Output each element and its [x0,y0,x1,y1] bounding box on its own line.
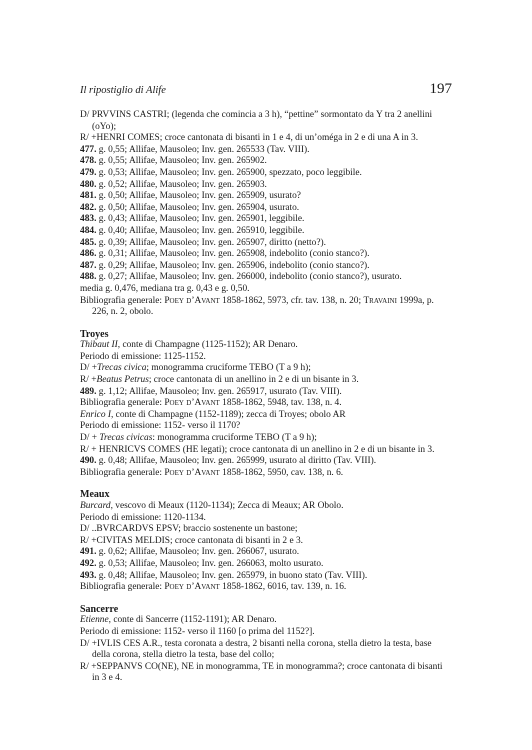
ruler-line: Burcard, vescovo di Meaux (1120-1134); Zecca di Meaux; AR Obolo. [80,501,344,511]
emission-period: Periodo di emissione: 1125-1152. [80,351,206,362]
catalogue-item: 477. g. 0,55; Allifae, Mausoleo; Inv. gen. 265533 (Tav. VIII). [80,144,310,155]
bibliography: Bibliografia generale: Poey d’Avant 1858-1862, 5950, cav. 138, n. 6. [80,467,344,478]
catalogue-item: 481. g. 0,50; Allifae, Mausoleo; Inv. gen. 265909, usurato? [80,191,301,202]
catalogue-item: 480. g. 0,52; Allifae, Mausoleo; Inv. gen. 265903. [80,179,267,190]
reverse-description: R/ +HENRI COMES; croce cantonata di bisanti in 1 e 4, di un’oméga in 2 e di una A in 3. [80,133,419,144]
section-heading-sancerre: Sancerre [80,603,119,615]
obverse-description: D/ +IVLIS CES A.R., testa coronata a destra, 2 bisanti nella corona, stella dietro la testa, base della corona, stella dietro la testa, base del collo; [80,638,432,661]
catalogue-item: 493. g. 0,48; Allifae, Mausoleo; Inv. gen. 265979, in buono stato (Tav. VIII). [80,570,368,581]
catalogue-item: 487. g. 0,29; Allifae, Mausoleo; Inv. gen. 265906, indebolito (conio stanco?). [80,260,370,271]
ruler-line: Thibaut II, conte di Champagne (1125-1152); AR Denaro. [80,340,298,351]
bibliography: Bibliografia generale: Poey d’Avant 1858-1862, 6016, tav. 139, n. 16. [80,582,347,593]
reverse-description: R/ + HENRICVS COMES (HE legati); croce cantonata di un anellino in 2 e di un bisante in 3. [80,444,435,455]
bibliography: Bibliografia generale: Poey d’Avant 1858-1862, 5973, cfr. tav. 138, n. 20; Travaini 1999a, p. 226, n. 2, obolo. [80,295,434,318]
catalogue-text [80,110,452,685]
catalogue-item: 484. g. 0,40; Allifae, Mausoleo; Inv. gen. 265910, leggibile. [80,225,305,236]
reverse-description: R/ +CIVITAS MELDIS; croce cantonata di bisanti in 2 e 3. [80,535,303,546]
catalogue-item: 486. g. 0,31; Allifae, Mausoleo; Inv. gen. 265908, indebolito (conio stanco?). [80,249,370,260]
catalogue-item: 489. g. 1,12; Allifae, Mausoleo; Inv. gen. 265917, usurato (Tav. VIII). [80,386,342,397]
obverse-description: D/ + Trecas civicas: monogramma cruciforme TEBO (T a 9 h); [80,433,317,444]
emission-period: Periodo di emissione: 1152- verso il 1160 [o prima del 1152?]. [80,626,315,637]
weight-summary: media g. 0,476, mediana tra g. 0,43 e g. 0,50. [80,283,250,294]
catalogue-item: 478. g. 0,55; Allifae, Mausoleo; Inv. gen. 265902. [80,156,267,167]
bibliography: Bibliografia generale: Poey d’Avant 1858-1862, 5948, tav. 138, n. 4. [80,398,342,409]
running-title: Il ripostiglio di Alife [80,85,166,96]
catalogue-item: 482. g. 0,50; Allifae, Mausoleo; Inv. gen. 265904, usurato. [80,202,300,213]
obverse-description: D/ +Trecas civica; monogramma cruciforme TEBO (T a 9 h); [80,363,311,374]
ruler-line: Enrico I, conte di Champagne (1152-1189); zecca di Troyes; obolo AR [80,409,346,420]
catalogue-item: 485. g. 0,39; Allifae, Mausoleo; Inv. gen. 265907, diritto (netto?). [80,237,326,248]
catalogue-item: 491. g. 0,62; Allifae, Mausoleo; Inv. gen. 266067, usurato. [80,547,300,558]
page-number: 197 [429,81,452,97]
obverse-description: D/ PRVVINS CASTRI; (legenda che comincia a 3 h), “pettine” sormontato da Y tra 2 anellini (oYo); [80,110,433,132]
reverse-description: R/ +Beatus Petrus; croce cantonata di un anellino in 2 e di un bisante in 3. [80,375,359,386]
catalogue-item: 488. g. 0,27; Allifae, Mausoleo; Inv. gen. 266000, indebolito (conio stanco?), usurato. [80,272,402,283]
catalogue-item: 483. g. 0,43; Allifae, Mausoleo; Inv. gen. 265901, leggibile. [80,214,305,225]
reverse-description: R/ +SEPPANVS CO(NE), NE in monogramma, TE in monogramma?; croce cantonata di bisanti in 3 e 4. [80,661,443,684]
catalogue-item: 479. g. 0,53; Allifae, Mausoleo; Inv. gen. 265900, spezzato, poco leggibile. [80,167,362,178]
emission-period: Periodo di emissione: 1120-1134. [80,512,206,523]
emission-period: Periodo di emissione: 1152- verso il 1170? [80,421,241,432]
catalogue-item: 490. g. 0,48; Allifae, Mausoleo; Inv. gen. 265999, usurato al diritto (Tav. VIII). [80,456,377,467]
catalogue-item: 492. g. 0,53; Allifae, Mausoleo; Inv. gen. 266063, molto usurato. [80,558,324,569]
section-heading-troyes: Troyes [80,328,109,340]
page-header [80,78,452,98]
ruler-line: Étienne, conte di Sancerre (1152-1191); AR Denaro. [80,615,277,626]
obverse-description: D/ ..BVRCARDVS EPSV; braccio sostenente un bastone; [80,524,298,535]
section-heading-meaux: Meaux [80,489,110,501]
